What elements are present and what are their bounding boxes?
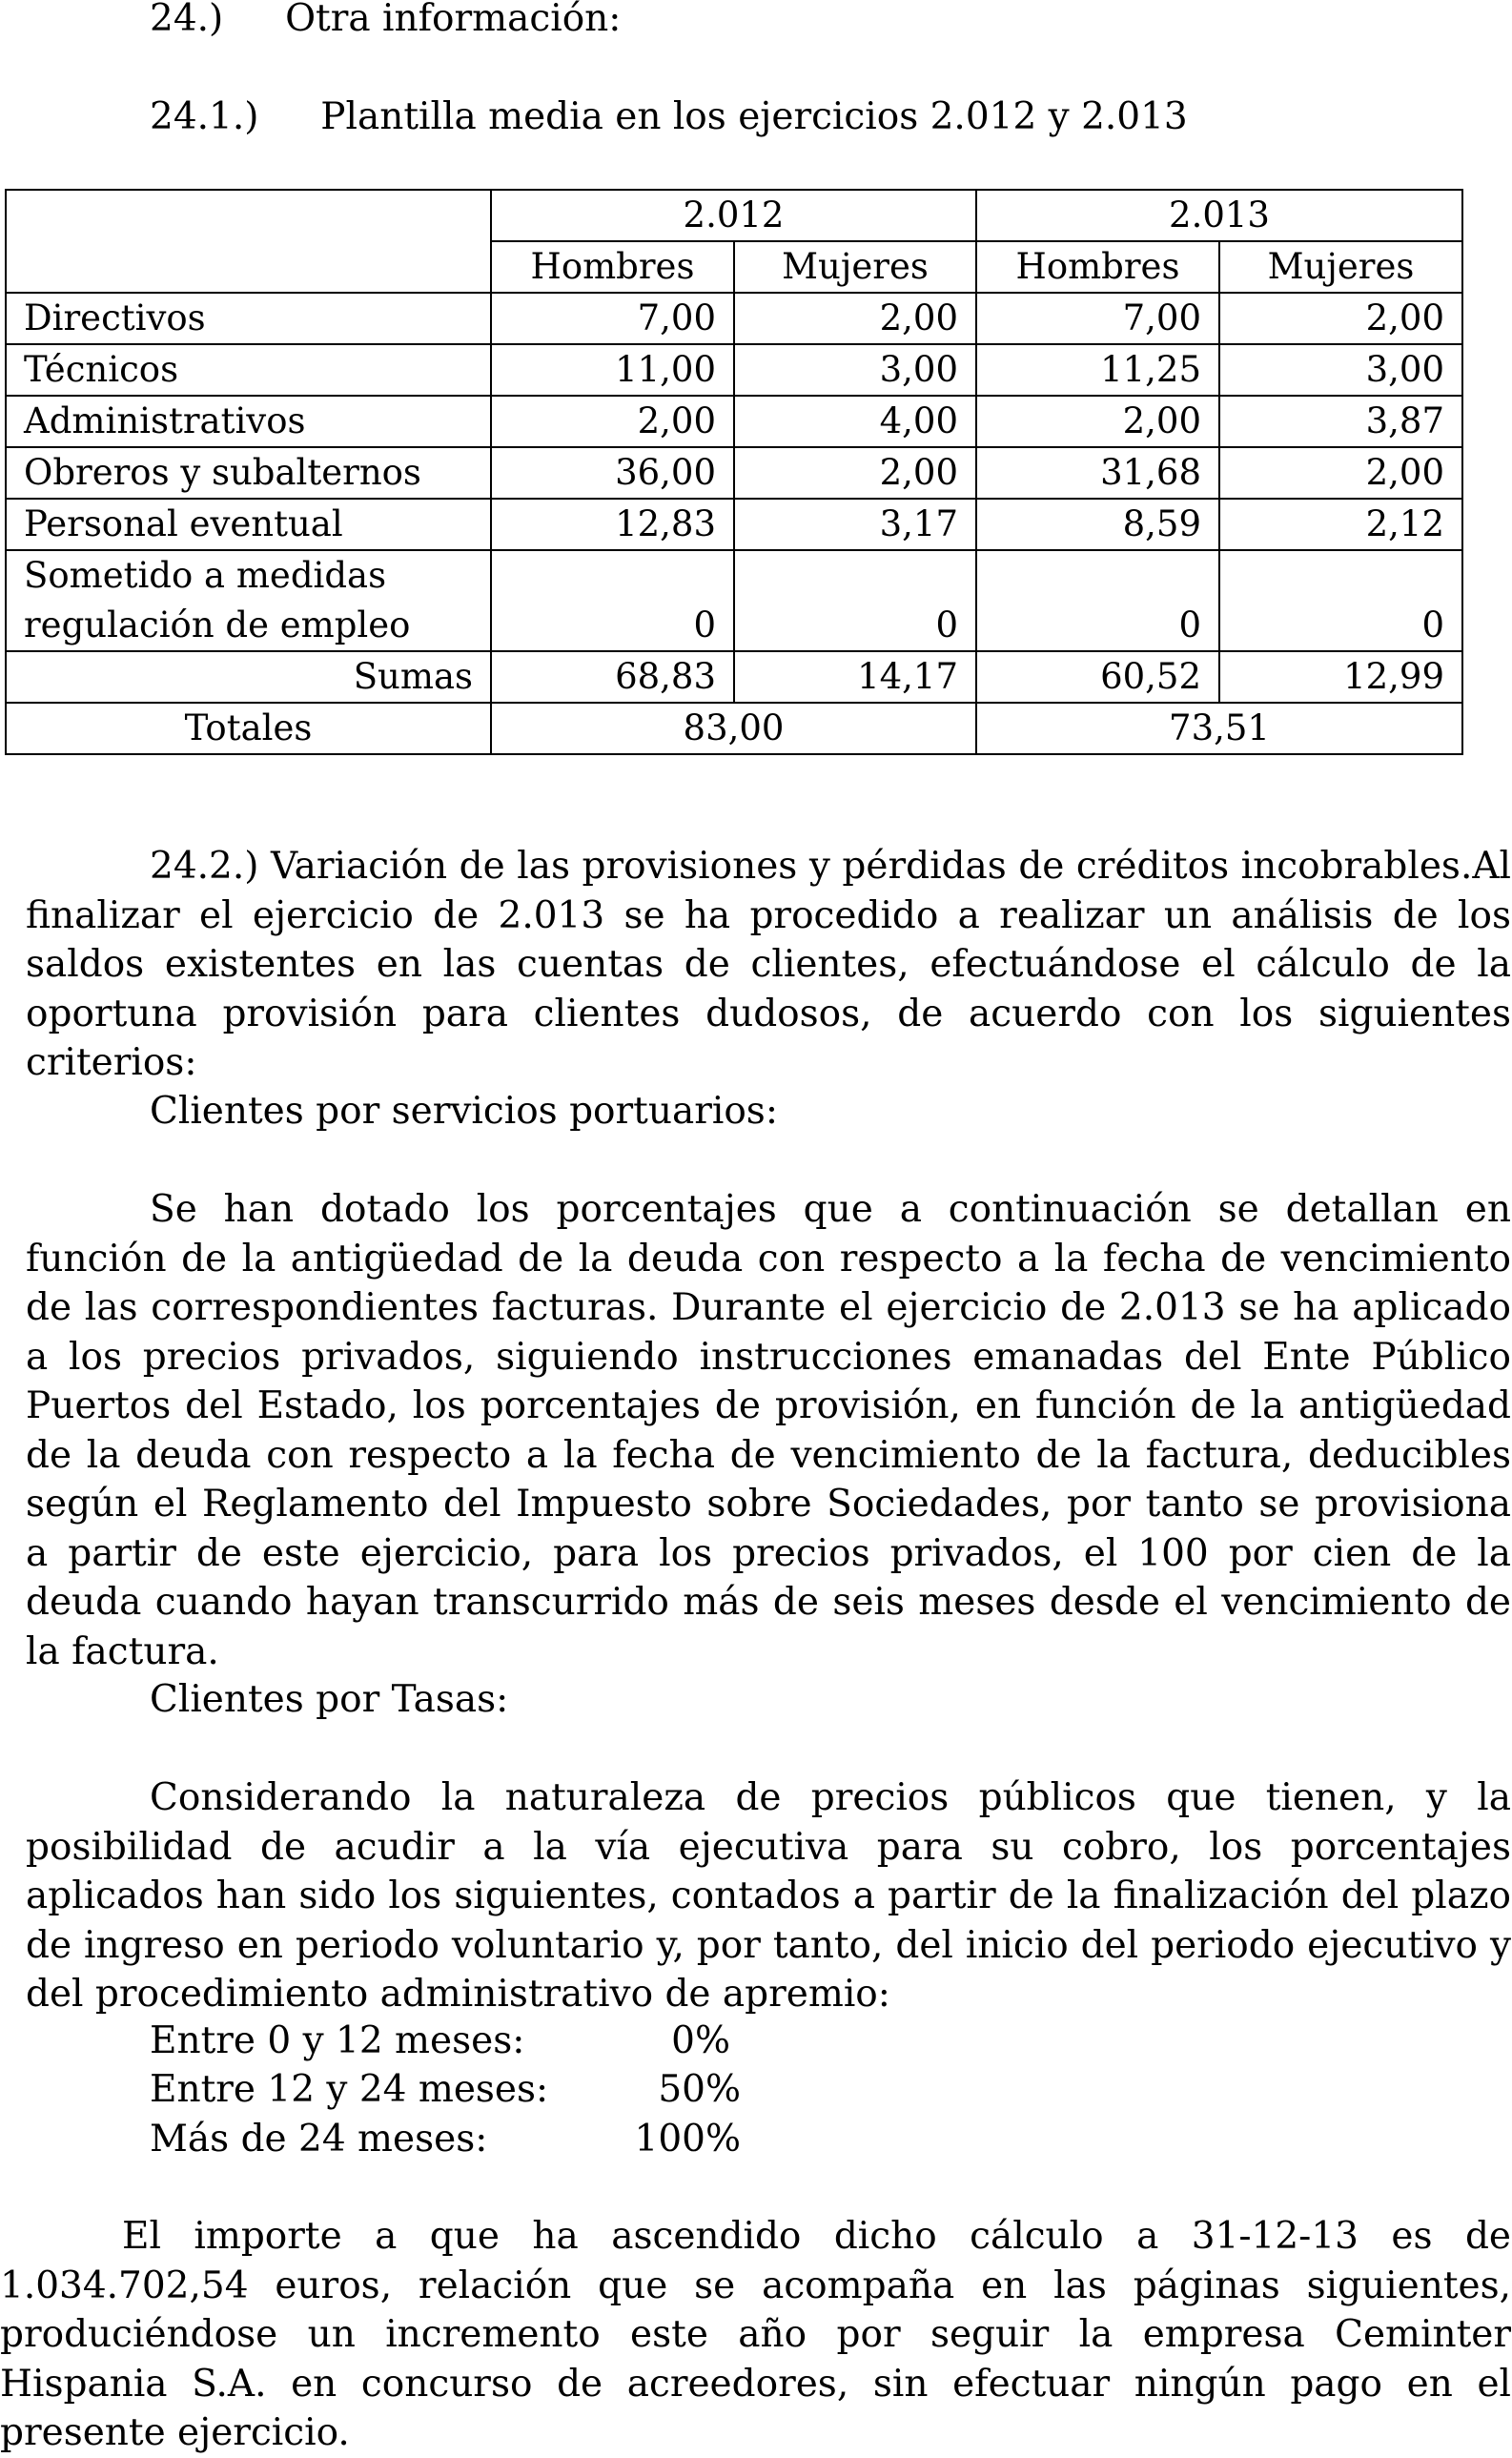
row-label-line: regulación de empleo <box>24 604 411 645</box>
table-row <box>6 447 1462 499</box>
subsection-heading-staff <box>150 92 1188 142</box>
fee-clients-heading: Clientes por Tasas: <box>150 1678 509 1721</box>
gender-header: Hombres <box>491 241 734 293</box>
section-heading <box>150 0 621 44</box>
subsection-title: Plantilla media en los ejercicios 2.012 y 2.013 <box>320 95 1188 138</box>
table-cell: 68,83 <box>491 651 734 703</box>
table-cell: 4,00 <box>734 396 976 447</box>
table-row <box>6 293 1462 344</box>
criteria-label: Entre 12 y 24 meses: <box>150 2068 549 2111</box>
table-cell: 0 <box>734 550 976 651</box>
subsection-number: 24.1.) <box>150 95 259 138</box>
criteria-value: 0% <box>671 2019 730 2062</box>
row-label: Obreros y subalternos <box>6 447 491 499</box>
gender-header: Hombres <box>976 241 1219 293</box>
section-number: 24.) <box>150 0 224 40</box>
table-cell: 7,00 <box>491 293 734 344</box>
table-cell: 2,00 <box>976 396 1219 447</box>
row-label: Administrativos <box>6 396 491 447</box>
table-cell: 0 <box>491 550 734 651</box>
criteria-value: 50% <box>658 2068 741 2111</box>
totals-label: Totales <box>6 703 491 754</box>
table-cell: 7,00 <box>976 293 1219 344</box>
port-clients-paragraph: Se han dotado los porcentajes que a continuación se detallan en función de la antigüedad de la deuda con respecto a la fecha de vencimiento de las correspondientes facturas. Durante el ejercicio de 2.013 se ha aplicado a los precios privados, siguiendo instrucciones emanadas del Ente Público Puertos del Estado, los porcentajes de provisión, en función de la antigüedad de la deuda con respecto a la fecha de vencimiento de la factura, deducibles según el Reglamento del Impuesto sobre Sociedades, por tanto se provisiona a partir de este ejercicio, para los precios privados, el 100 por cien de la deuda cuando hayan transcurrido más de seis meses desde el vencimiento de la factura. <box>26 1188 1511 1673</box>
sums-label: Sumas <box>6 651 491 703</box>
table-row <box>6 499 1462 550</box>
table-cell: 2,12 <box>1219 499 1462 550</box>
table-row-regulated <box>6 550 1462 651</box>
table-corner-cell <box>6 190 491 293</box>
table-cell: 83,00 <box>491 703 976 754</box>
table-row-totals <box>6 703 1462 754</box>
table-cell: 3,00 <box>734 344 976 396</box>
table-cell: 0 <box>976 550 1219 651</box>
table-cell: 2,00 <box>734 447 976 499</box>
table-cell: 8,59 <box>976 499 1219 550</box>
table-cell: 11,25 <box>976 344 1219 396</box>
table-cell: 12,99 <box>1219 651 1462 703</box>
criteria-row <box>150 2115 817 2164</box>
gender-header: Mujeres <box>734 241 976 293</box>
table-cell: 14,17 <box>734 651 976 703</box>
row-label-line: Sometido a medidas <box>24 555 387 596</box>
section-title: Otra información: <box>285 0 622 40</box>
table-row <box>6 396 1462 447</box>
table-cell: 2,00 <box>1219 447 1462 499</box>
row-label-regulated <box>6 550 491 651</box>
table-cell: 3,17 <box>734 499 976 550</box>
gender-header: Mujeres <box>1219 241 1462 293</box>
criteria-row <box>150 2017 817 2066</box>
table-cell: 3,00 <box>1219 344 1462 396</box>
row-label: Directivos <box>6 293 491 344</box>
criteria-label: Más de 24 meses: <box>150 2118 488 2161</box>
fee-clients-paragraph: Considerando la naturaleza de precios públicos que tienen, y la posibilidad de acudir a la vía ejecutiva para su cobro, los porcentajes aplicados han sido los siguientes, contados a partir de la finalización del plazo de ingreso en periodo voluntario y, por tanto, del inicio del periodo ejecutivo y del procedimiento administrativo de apremio: <box>26 1776 1511 2016</box>
table-row <box>6 344 1462 396</box>
criteria-label: Entre 0 y 12 meses: <box>150 2019 525 2062</box>
provisions-paragraph: 24.2.) Variación de las provisiones y pérdidas de créditos incobrables.Al finalizar el ejercicio de 2.013 se ha procedido a realizar un análisis de los saldos existentes en las cuentas de clientes, efectuándose el cálculo de la oportuna provisión para clientes dudosos, de acuerdo con los siguientes criterios: <box>26 845 1511 1084</box>
table-cell: 3,87 <box>1219 396 1462 447</box>
table-cell: 12,83 <box>491 499 734 550</box>
closing-paragraph: El importe a que ha ascendido dicho cálculo a 31-12-13 es de 1.034.702,54 euros, relación que se acompaña en las páginas siguientes, produciéndose un incremento este año por seguir la empresa Ceminter Hispania S.A. en concurso de acreedores, sin efectuar ningún pago en el presente ejercicio. <box>0 2215 1511 2454</box>
table-cell: 0 <box>1219 550 1462 651</box>
table-cell: 60,52 <box>976 651 1219 703</box>
table-cell: 36,00 <box>491 447 734 499</box>
criteria-row <box>150 2065 817 2115</box>
table-cell: 11,00 <box>491 344 734 396</box>
row-label: Personal eventual <box>6 499 491 550</box>
criteria-value: 100% <box>634 2118 741 2161</box>
table-cell: 2,00 <box>1219 293 1462 344</box>
row-label: Técnicos <box>6 344 491 396</box>
port-clients-heading: Clientes por servicios portuarios: <box>150 1090 778 1133</box>
staff-table <box>5 189 1463 755</box>
table-cell: 2,00 <box>491 396 734 447</box>
table-cell: 73,51 <box>976 703 1462 754</box>
year-header: 2.012 <box>491 190 976 241</box>
table-year-header-row <box>6 190 1462 241</box>
table-cell: 2,00 <box>734 293 976 344</box>
table-cell: 31,68 <box>976 447 1219 499</box>
table-row-sums <box>6 651 1462 703</box>
year-header: 2.013 <box>976 190 1462 241</box>
